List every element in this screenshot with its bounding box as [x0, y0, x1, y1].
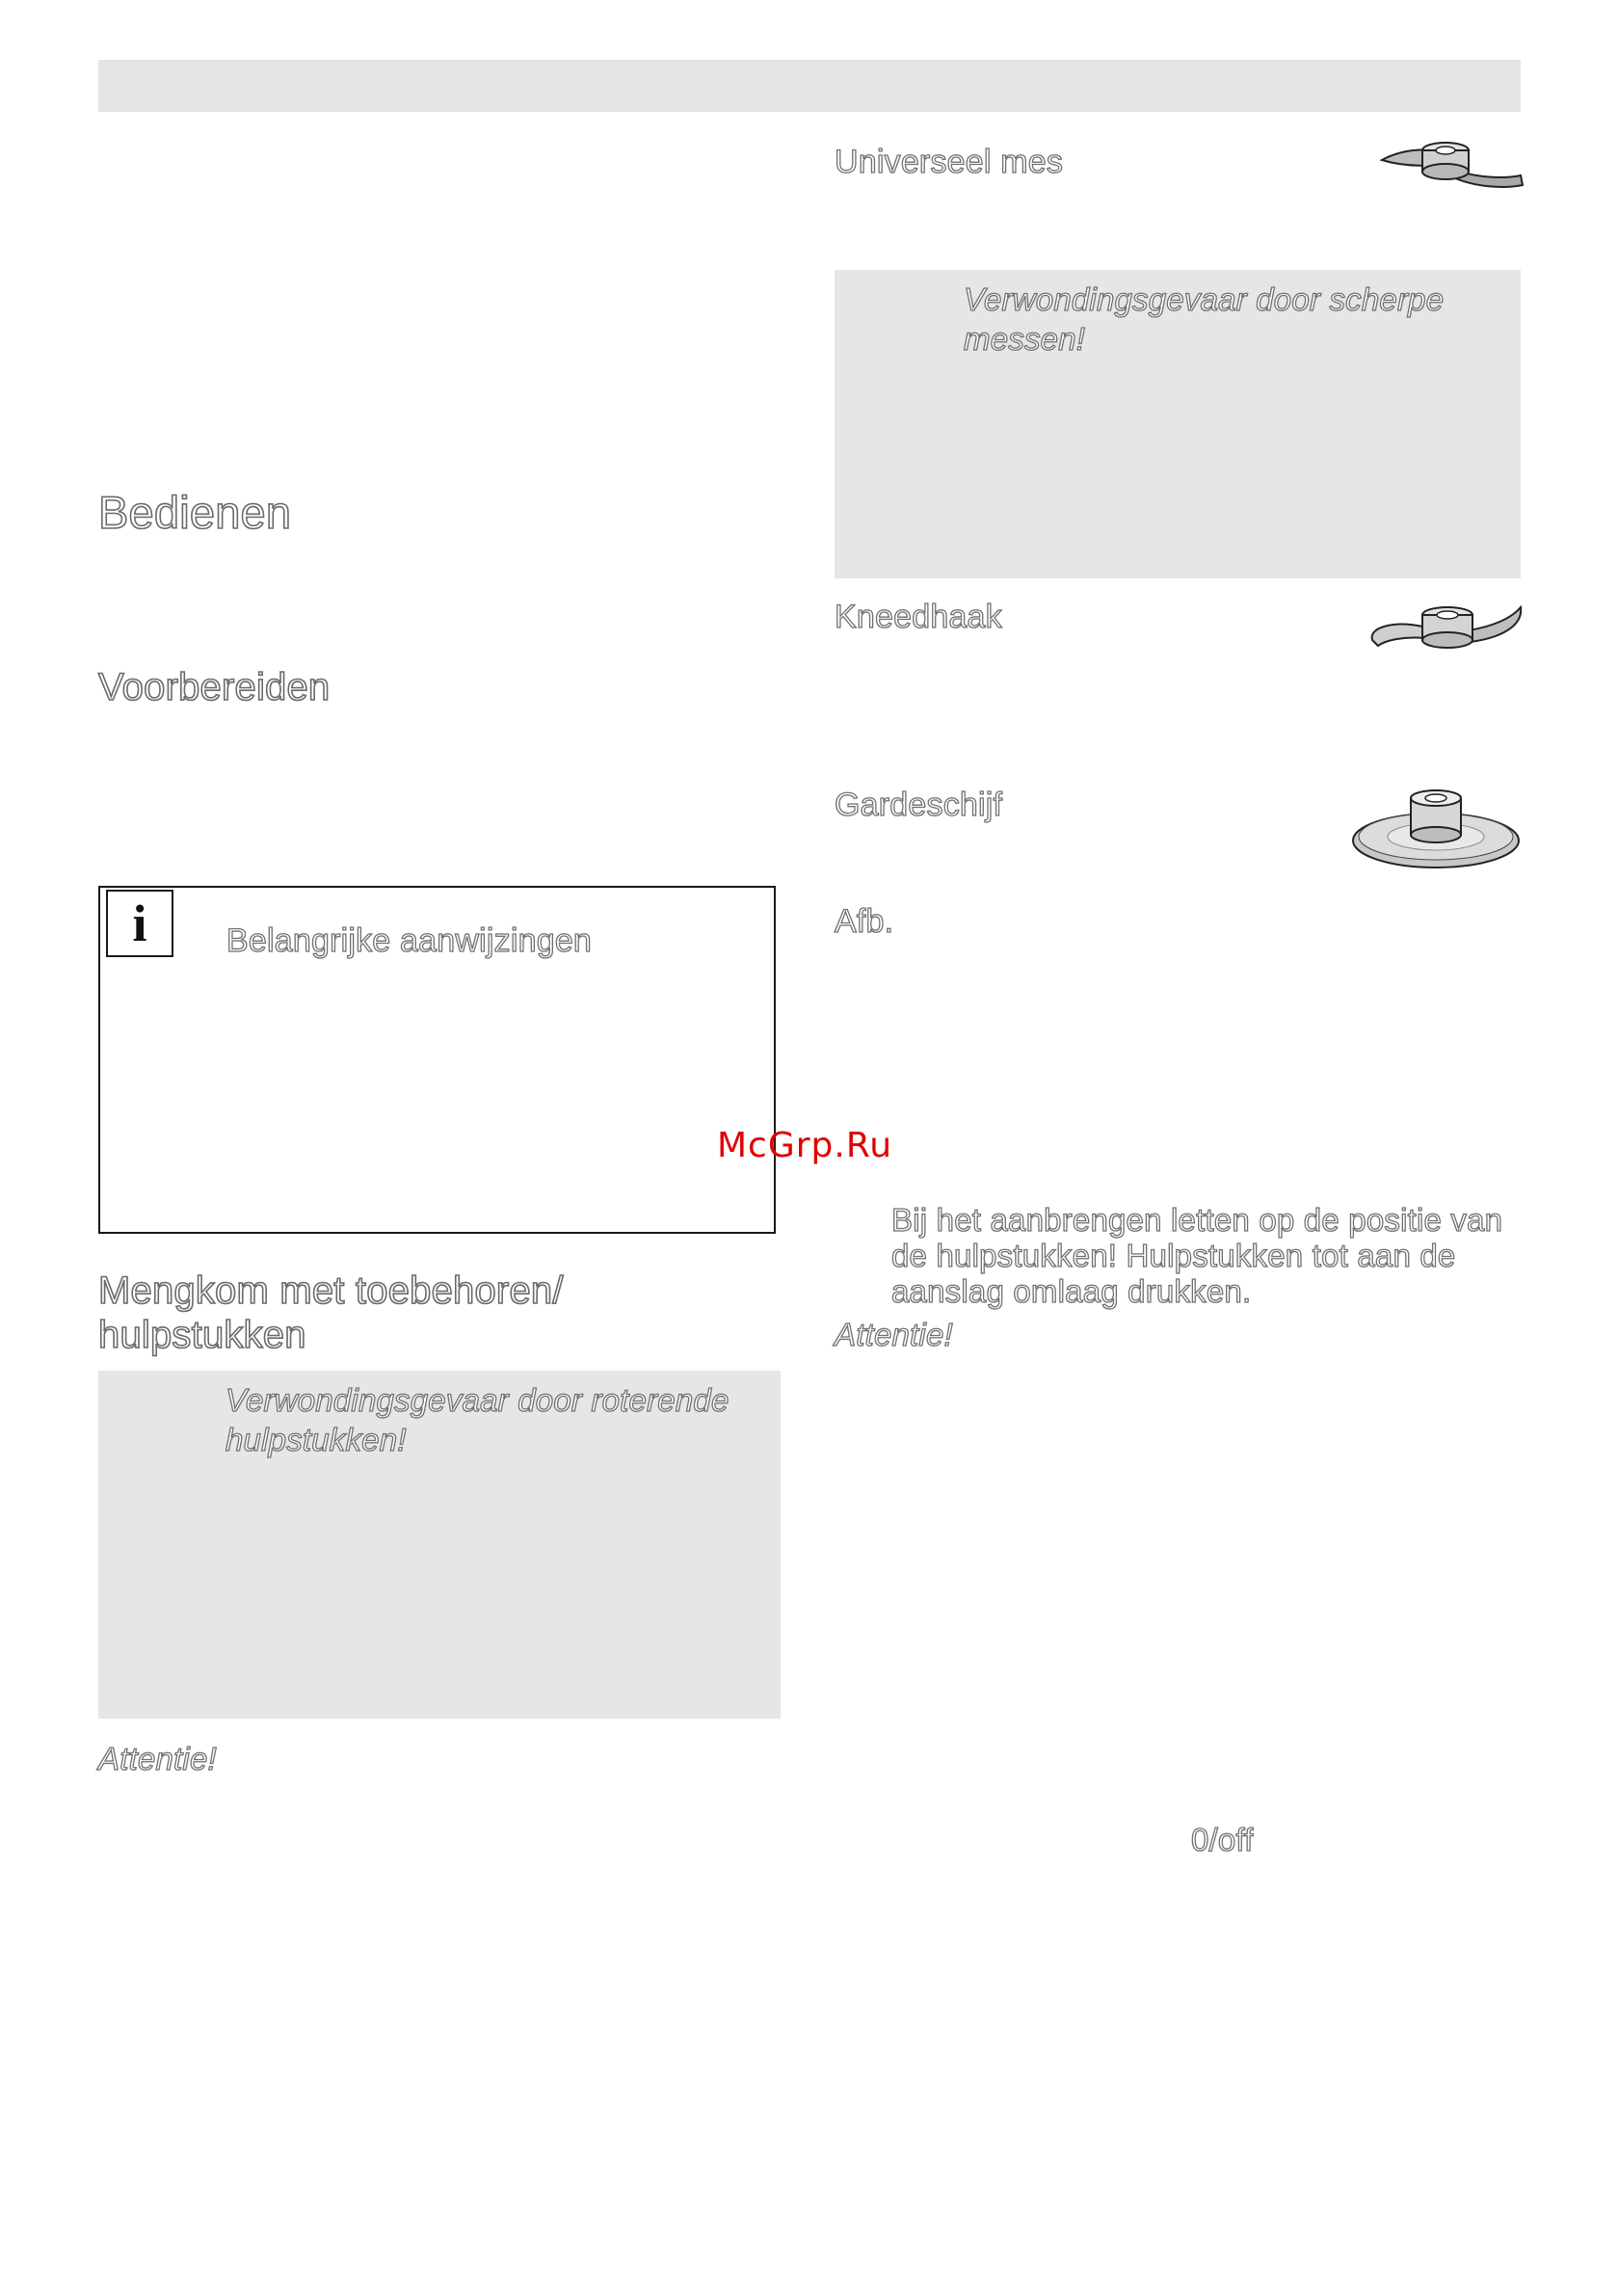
- heading-mengkom-line2: hulpstukken: [98, 1314, 306, 1356]
- switch-label-off: 0/off: [1191, 1822, 1254, 1857]
- attention-left: Attentie!: [98, 1741, 217, 1776]
- info-icon-glyph: i: [132, 894, 147, 952]
- note-line2: de hulpstukken! Hulpstukken tot aan de: [891, 1238, 1456, 1273]
- warning-rotating-line2: hulpstukken!: [225, 1422, 407, 1457]
- heading-bedienen: Bedienen: [98, 487, 292, 538]
- info-box-title: Belangrijke aanwijzingen: [226, 922, 593, 959]
- whisk-disc-icon: [1349, 783, 1525, 871]
- attention-right: Attentie!: [835, 1317, 953, 1352]
- label-universal-knife: Universeel mes: [835, 144, 1064, 180]
- note-line1: Bij het aanbrengen letten op de positie van: [891, 1202, 1503, 1238]
- label-kneading-hook: Kneedhaak: [835, 599, 1002, 635]
- warning-sharp-line2: messen!: [964, 321, 1086, 357]
- warning-box-rotating: [98, 1371, 781, 1719]
- watermark: McGrp.Ru: [717, 1126, 893, 1165]
- info-icon: [106, 890, 173, 957]
- warning-sharp-line1: Verwondingsgevaar door scherpe: [964, 281, 1445, 317]
- heading-mengkom-line1: Mengkom met toebehoren/: [98, 1269, 564, 1312]
- label-afb: Afb.: [835, 903, 894, 940]
- warning-rotating-line1: Verwondingsgevaar door roterende: [225, 1382, 729, 1418]
- kneading-hook-icon: [1366, 598, 1525, 661]
- page-header-bar: [98, 60, 1521, 112]
- note-line3: aanslag omlaag drukken.: [891, 1273, 1252, 1309]
- heading-voorbereiden: Voorbereiden: [98, 666, 331, 708]
- label-whisk-disc: Gardeschijf: [835, 787, 1003, 823]
- universal-knife-icon: [1378, 137, 1525, 197]
